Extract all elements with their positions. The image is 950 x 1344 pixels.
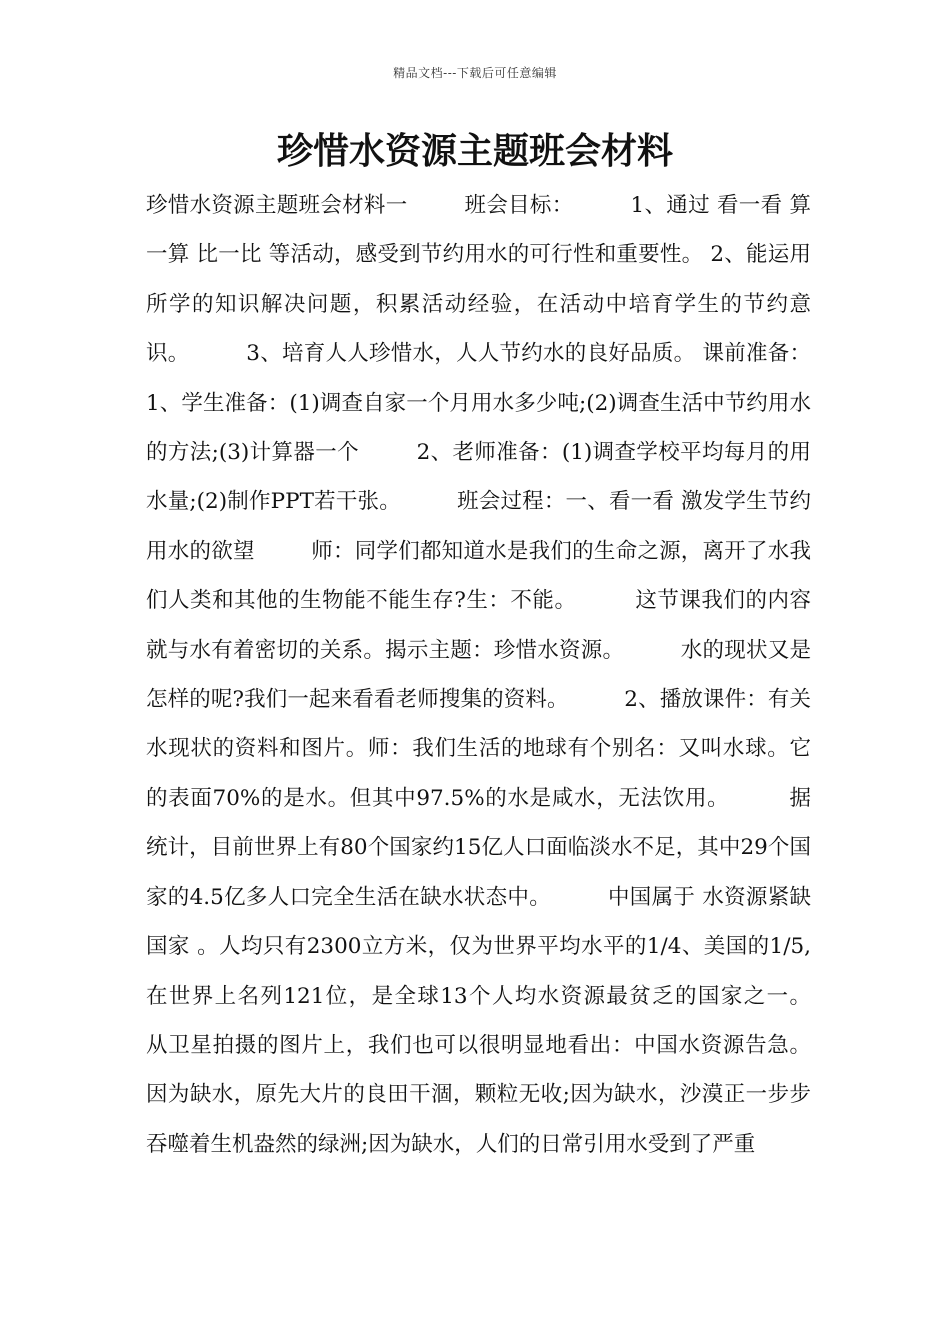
header-note: 精品文档---下载后可任意编辑 [393, 66, 557, 80]
document-title: 珍惜水资源主题班会材料 [276, 131, 673, 172]
document-body: 珍惜水资源主题班会材料一 班会目标： 1、通过 看一看 算一算 比一比 等活动，感受到节约用水的可行性和重要性。 2、能运用所学的知识解决问题，积累活动经验，在活动中培育学生的节约意识。 3、培育人人珍惜水，人人节约水的良好品质。 课前准备： 1、学生准备：(1)调查自家一个月用水多少吨;(2)调查生活中节约用水的方法;(3)计算器一个 2、老师准备：(1)调查学校平均每月的用水量;(2)制作PPT若干张。 班会过程：一、看一看 激发学生节约用水的欲望 师：同学们都知道水是我们的生命之源，离开了水我们人类和其他的生物能不能生存?生：不能。 这节课我们的内容就与水有着密切的关系。揭示主题：珍惜水资源。 水的现状又是怎样的呢?我们一起来看看老师搜集的资料。 2、播放课件：有关水现状的资料和图片。师：我们生活的地球有个别名：又叫水球。它的表面70%的是水。但其中97.5%的水是咸水，无法饮用。 据统计，目前世界上有80个国家约15亿人口面临淡水不足，其中29个国家的4.5亿多人口完全生活在缺水状态中。 中国属于 水资源紧缺国家 。人均只有2300立方米，仅为世界平均水平的1/4、美国的1/5,在世界上名列121位，是全球13个人均水资源最贫乏的国家之一。 从卫星拍摄的图片上，我们也可以很明显地看出：中国水资源告急。因为缺水，原先大片的良田干涸，颗粒无收;因为缺水，沙漠正一步步吞噬着生机盎然的绿洲;因为缺水，人们的日常引用水受到了严重 [146, 193, 866, 1157]
